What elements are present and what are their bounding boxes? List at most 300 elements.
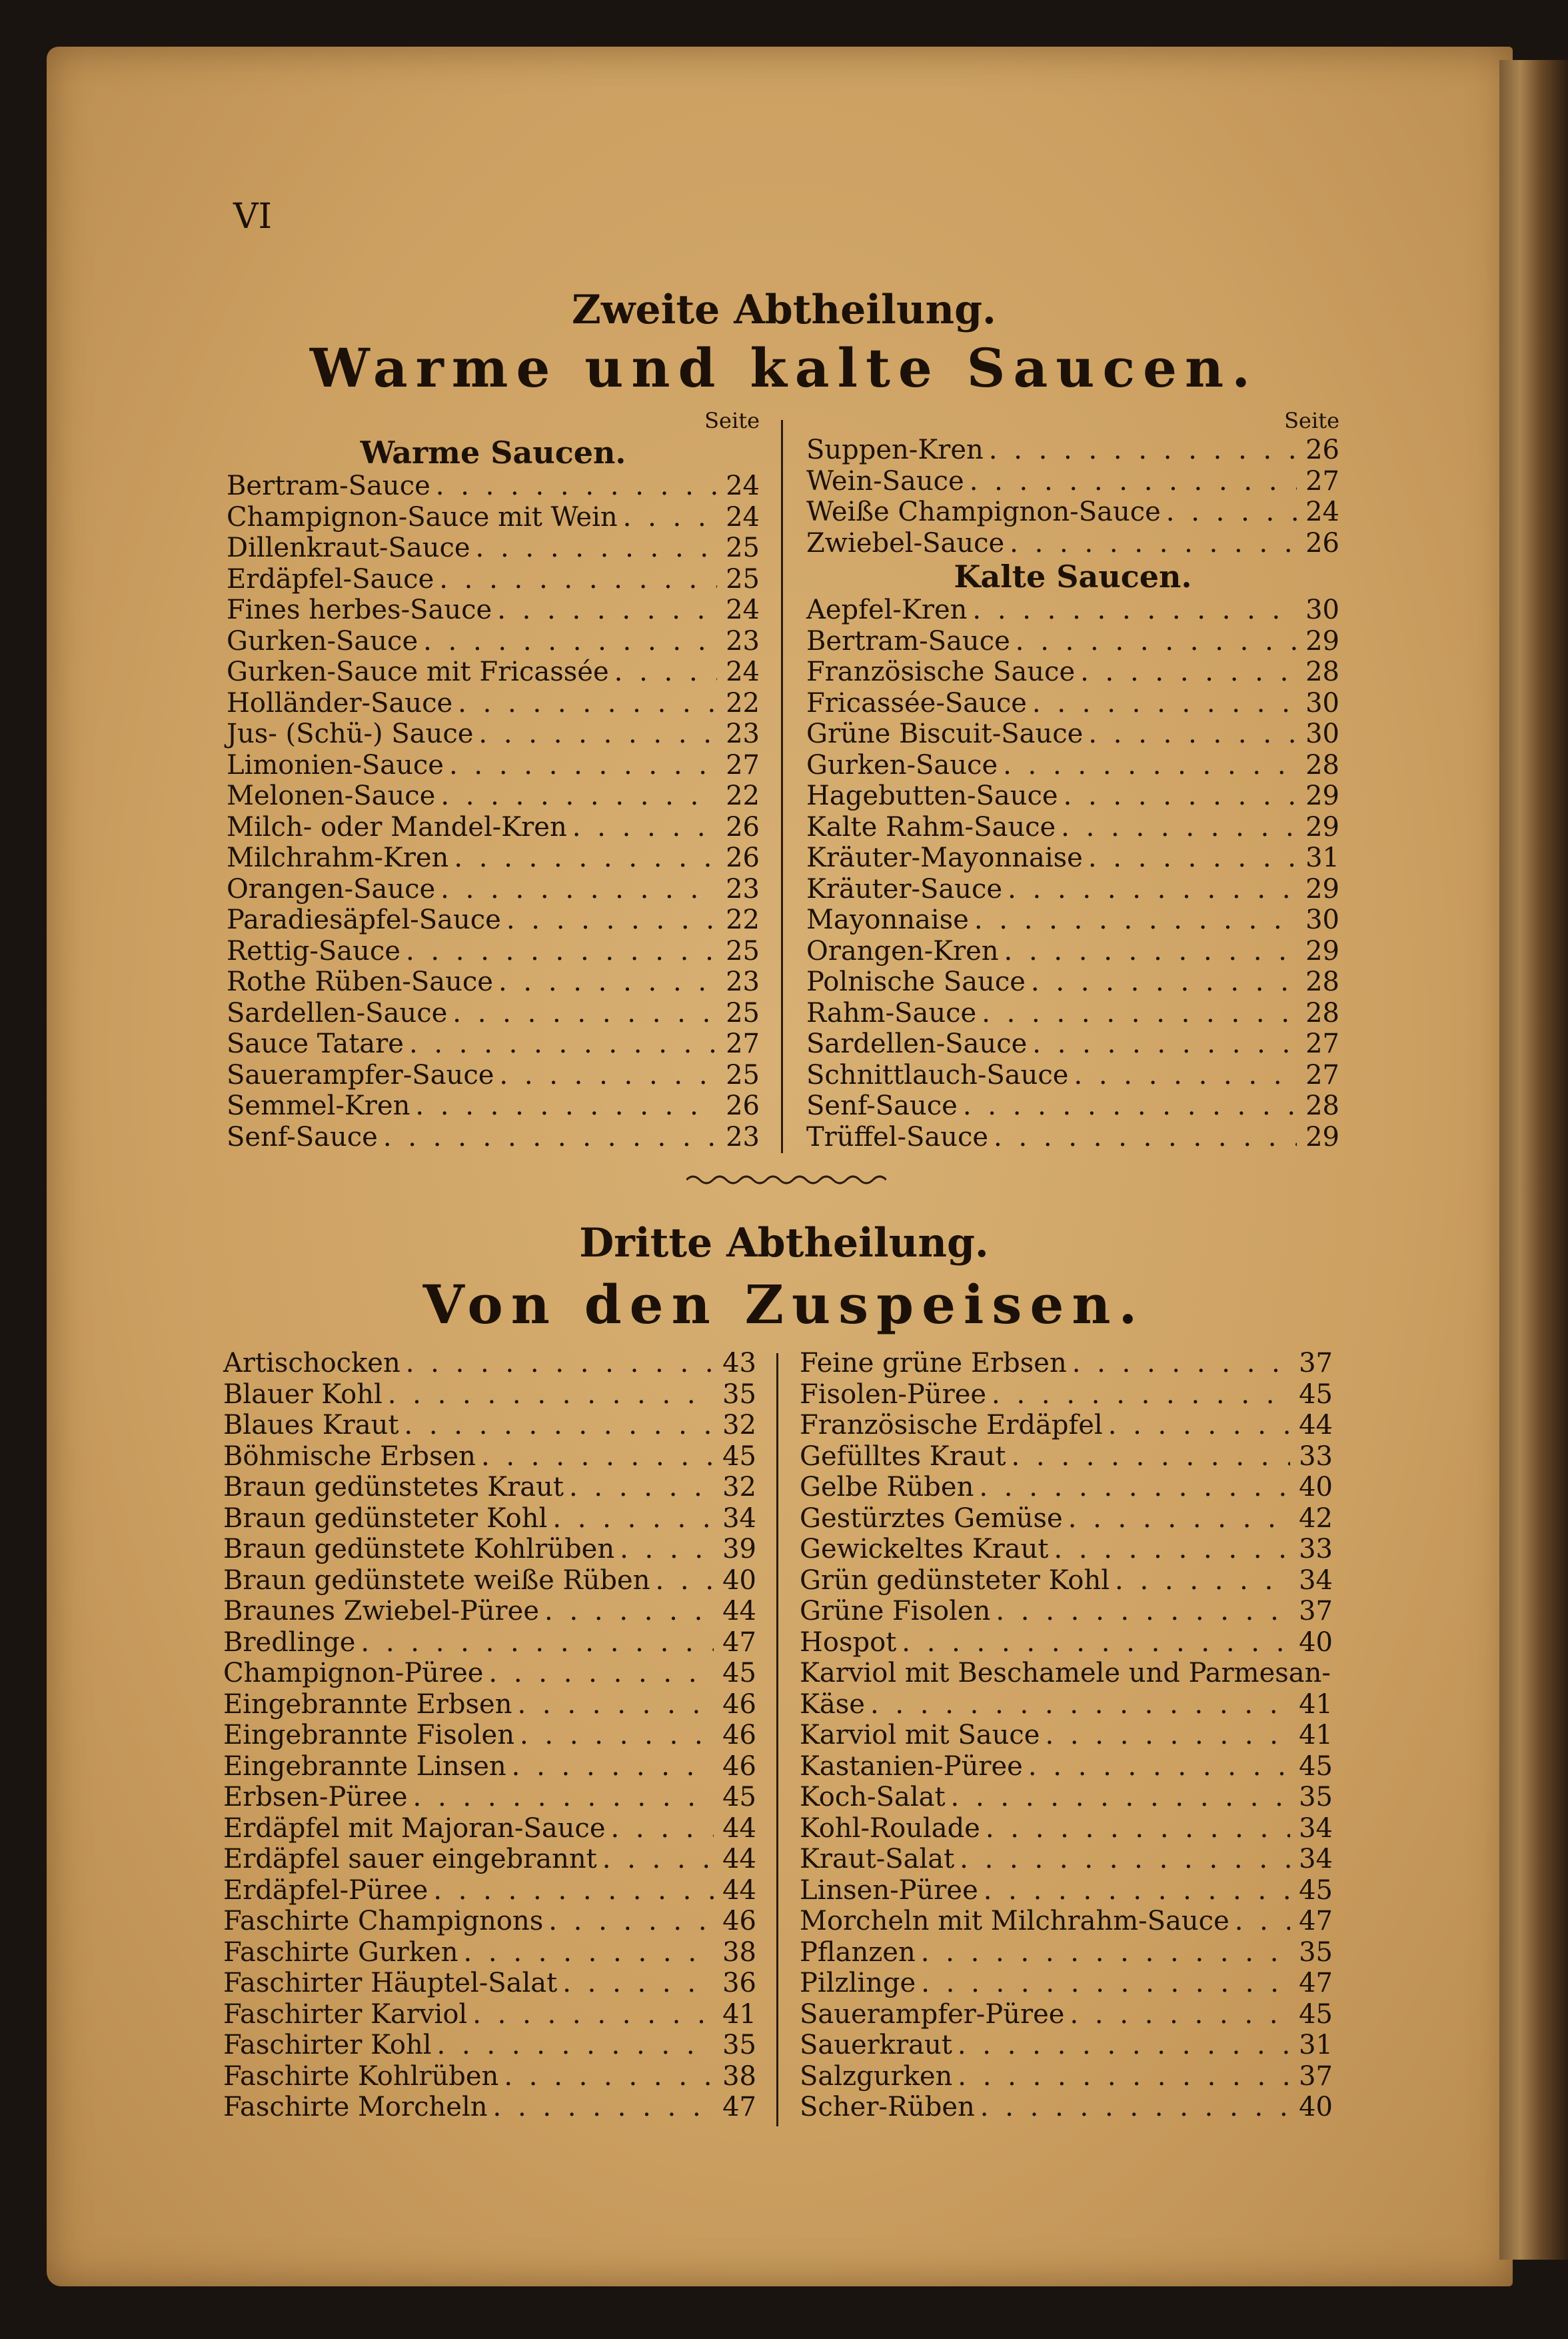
index-entry [227,998,760,1029]
entry-page: 45 [722,1658,756,1688]
index-entry [806,1122,1339,1153]
index-entry [223,1968,756,1999]
entry-page: 32 [722,1410,756,1440]
entry-page: 23 [726,967,760,997]
leader-dots [611,1813,714,1844]
entry-name: Holländer-Sauce [227,687,453,719]
section2-right-column [806,408,1339,1153]
leader-dots [478,719,717,750]
index-entry [227,626,760,657]
index-entry [223,1472,756,1503]
entry-page: 47 [722,1626,756,1658]
leader-dots [437,2030,714,2061]
entry-page: 46 [722,1720,756,1750]
entry-name: Karviol mit Beschamele und Parmesan- [800,1658,1331,1688]
entry-page: 25 [726,1059,760,1091]
index-entry [806,750,1339,781]
section2-subtitle: Warme und kalte Saucen. [309,337,1259,399]
entry-page: 44 [722,1874,756,1906]
leader-dots [548,1906,714,1937]
leader-dots [623,502,717,533]
entry-name: Scher-Rüben [800,2092,975,2122]
index-entry [223,1410,756,1441]
entry-name: Faschirte Gurken [223,1936,458,1968]
index-entry [800,1689,1333,1720]
entry-page: 37 [1299,2060,1333,2092]
entry-page: 45 [1299,1998,1333,2030]
index-entry [800,1844,1333,1875]
entry-name: Braun gedünstete Kohlrüben [223,1534,615,1564]
entry-page: 44 [722,1844,756,1874]
leader-dots [452,998,717,1029]
entry-page: 41 [1299,1688,1333,1720]
entry-page: 23 [726,1121,760,1153]
index-entry [806,874,1339,905]
entry-name: Fines herbes-Sauce [227,595,492,625]
index-entry [806,812,1339,843]
entry-page: 35 [1299,1782,1333,1812]
index-entry [806,998,1339,1029]
leader-dots [1115,1565,1290,1596]
leader-dots [506,905,717,936]
section3-title: Dritte Abtheilung. [579,1220,989,1266]
entry-page: 27 [1305,1059,1339,1091]
entry-name: Faschirter Karviol [223,1998,468,2030]
index-entry [223,1751,756,1782]
entry-page: 46 [722,1750,756,1782]
index-entry [800,1999,1333,2030]
leader-dots [1004,936,1297,967]
entry-name: Milch- oder Mandel-Kren [227,811,567,843]
entry-name: Paradiesäpfel-Sauce [227,905,501,935]
leader-dots [520,1720,714,1751]
leader-dots [921,1968,1290,1999]
leader-dots [458,688,717,719]
index-entry [227,719,760,750]
index-entry [227,781,760,812]
leader-dots [902,1627,1290,1658]
index-entry [227,967,760,998]
entry-name: Mayonnaise [806,905,969,935]
entry-name: Braun gedünstete weiße Rüben [223,1564,650,1596]
leader-dots [463,1937,714,1968]
entry-page: 29 [1305,873,1339,905]
index-entry [227,874,760,905]
index-entry [223,1627,756,1658]
entry-page: 34 [1299,1564,1333,1596]
index-entry [806,688,1339,719]
leader-dots [572,812,717,843]
entry-page: 23 [726,625,760,657]
entry-page: 29 [1305,1121,1339,1153]
leader-dots [1045,1720,1290,1751]
entry-name: Braunes Zwiebel-Püree [223,1596,540,1626]
entry-name: Gelbe Rüben [800,1472,974,1502]
entry-page: 31 [1299,2030,1333,2060]
entry-name: Orangen-Sauce [227,873,436,905]
leader-dots [602,1844,714,1875]
leader-dots [989,435,1297,466]
entry-page: 27 [1305,1029,1339,1059]
leader-dots [404,1410,714,1441]
entry-name: Eingebrannte Linsen [223,1750,506,1782]
entry-name: Pflanzen [800,1936,916,1968]
leader-dots [498,967,717,998]
entry-page: 25 [726,997,760,1029]
index-entry [227,1060,760,1091]
entry-name: Erbsen-Püree [223,1782,408,1812]
entry-name: Gurken-Sauce mit Fricassée [227,657,609,687]
entry-page: 24 [726,595,760,625]
entry-page: 37 [1299,1596,1333,1626]
entry-name: Erdäpfel mit Majoran-Sauce [223,1812,606,1844]
leader-dots [423,626,717,657]
leader-dots [1011,1441,1290,1472]
entry-name: Sauerampfer-Püree [800,1998,1065,2030]
entry-name: Bertram-Sauce [806,625,1010,657]
leader-dots [1072,1348,1290,1379]
leader-dots [512,1751,714,1782]
index-entry [800,1379,1333,1410]
index-entry [223,1534,756,1565]
index-entry [227,843,760,874]
entry-name: Fisolen-Püree [800,1378,987,1410]
entry-page: 25 [726,563,760,595]
index-entry [223,1844,756,1875]
section3-subtitle: Von den Zuspeisen. [422,1273,1146,1336]
column-divider [781,420,783,1153]
entry-name: Braun gedünstetes Kraut [223,1472,564,1502]
index-entry [800,1441,1333,1472]
entry-name: Polnische Sauce [806,967,1026,997]
entry-name: Eingebrannte Erbsen [223,1688,512,1720]
index-entry [800,2061,1333,2092]
entry-page: 22 [726,781,760,811]
leader-dots [1003,750,1297,781]
entry-name: Sauce Tatare [227,1029,404,1059]
entry-page: 43 [722,1348,756,1378]
index-entry [227,905,760,936]
index-entry [800,1906,1333,1937]
entry-page: 25 [726,533,760,563]
index-entry [806,1091,1339,1122]
entry-name: Faschirter Kohl [223,2030,432,2060]
entry-page: 28 [1305,749,1339,781]
entry-page: 29 [1305,781,1339,811]
index-entry [223,1658,756,1689]
entry-page: 26 [726,843,760,873]
entry-name: Hospot [800,1626,897,1658]
entry-page: 46 [722,1688,756,1720]
entry-name: Fricassée-Sauce [806,687,1027,719]
entry-name: Erdäpfel-Püree [223,1874,428,1906]
entry-name: Aepfel-Kren [806,595,968,625]
index-entry [800,1720,1333,1751]
entry-name: Rahm-Sauce [806,997,977,1029]
entry-name: Blauer Kohl [223,1378,383,1410]
leader-dots [1032,688,1297,719]
leader-dots [1031,967,1297,998]
seite-label: Seite [1284,408,1339,433]
index-entry [223,2030,756,2061]
index-entry [227,812,760,843]
entry-name: Grüne Biscuit-Sauce [806,719,1084,749]
leader-dots [992,1379,1290,1410]
entry-name: Gurken-Sauce [806,749,998,781]
leader-dots [1010,528,1297,559]
index-entry [806,1029,1339,1060]
leader-dots [406,936,717,967]
entry-name: Sauerkraut [800,2030,952,2060]
entry-name: Orangen-Kren [806,935,999,967]
leader-dots [979,1472,1290,1503]
index-entry [223,1689,756,1720]
leader-dots [439,564,717,595]
leader-dots [476,533,717,564]
entry-page: 36 [722,1968,756,1998]
leader-dots [1028,1751,1290,1782]
entry-page: 40 [1299,2092,1333,2122]
leader-dots [620,1534,714,1565]
entry-page: 29 [1305,935,1339,967]
index-entry [223,1875,756,1906]
leader-dots [415,1091,717,1122]
entry-page: 34 [722,1502,756,1534]
index-entry [227,471,760,502]
warm-saucen-heading: Warme Saucen. [360,435,626,471]
index-entry [223,2092,756,2123]
leader-dots [958,2061,1290,2092]
entry-name: Kräuter-Sauce [806,873,1003,905]
entry-name: Karviol mit Sauce [800,1720,1040,1750]
entry-name: Böhmische Erbsen [223,1440,476,1472]
entry-page: 45 [722,1440,756,1472]
index-entry [806,936,1339,967]
index-entry [223,1999,756,2030]
entry-name: Französische Sauce [806,657,1076,687]
index-entry [227,502,760,533]
index-entry [800,1410,1333,1441]
index-entry [800,1472,1333,1503]
leader-dots [986,1813,1290,1844]
entry-page: 23 [726,873,760,905]
index-entry [800,2092,1333,2123]
index-entry [223,1379,756,1410]
entry-page: 26 [1305,435,1339,465]
leader-dots [1016,626,1297,657]
entry-name: Kalte Rahm-Sauce [806,811,1056,843]
index-entry [800,1658,1333,1689]
index-entry [806,967,1339,998]
leader-dots [544,1596,714,1627]
entry-name: Gewickeltes Kraut [800,1534,1049,1564]
entry-name: Salzgurken [800,2060,953,2092]
leader-dots [440,781,717,812]
entry-page: 45 [722,1782,756,1812]
index-entry [227,564,760,595]
leader-dots [994,1122,1297,1153]
index-entry [223,2061,756,2092]
index-entry [800,1875,1333,1906]
entry-name: Käse [800,1688,865,1720]
entry-name: Feine grüne Erbsen [800,1348,1067,1378]
entry-page: 47 [722,2092,756,2122]
leader-dots [552,1503,714,1534]
index-entry [223,1441,756,1472]
index-entry [806,435,1339,466]
entry-name: Wein-Sauce [806,465,964,497]
entry-page: 26 [1305,527,1339,559]
entry-name: Blaues Kraut [223,1410,399,1440]
entry-name: Eingebrannte Fisolen [223,1720,514,1750]
index-entry [227,688,760,719]
leader-dots [454,843,717,874]
entry-name: Faschirter Häuptel-Salat [223,1968,558,1998]
leader-dots [361,1627,714,1658]
entry-page: 39 [722,1534,756,1564]
leader-dots [1166,497,1297,528]
leader-dots [517,1689,714,1720]
entry-page: 24 [1305,497,1339,527]
entry-name: Erdäpfel-Sauce [227,563,434,595]
leader-dots [440,874,717,905]
entry-page: 33 [1299,1440,1333,1472]
leader-dots [963,1091,1297,1122]
entry-name: Weiße Champignon-Sauce [806,497,1161,527]
entry-page: 29 [1305,625,1339,657]
entry-name: Schnittlauch-Sauce [806,1059,1069,1091]
index-entry [227,657,760,688]
index-entry [800,1937,1333,1968]
entry-page: 38 [722,2060,756,2092]
seite-label: Seite [704,408,760,433]
leader-dots [383,1122,717,1153]
entry-page: 44 [722,1812,756,1844]
entry-page: 30 [1305,719,1339,749]
leader-dots [436,471,717,502]
entry-page: 27 [1305,465,1339,497]
index-entry [800,1751,1333,1782]
leader-dots [960,1844,1290,1875]
entry-page: 28 [1305,657,1339,687]
entry-page: 27 [726,1029,760,1059]
entry-name: Pilzlinge [800,1968,916,1998]
entry-name: Suppen-Kren [806,435,984,465]
entry-page: 45 [1299,1378,1333,1410]
entry-name: Zwiebel-Sauce [806,527,1005,559]
leader-dots [413,1782,714,1813]
index-entry [806,905,1339,936]
section3-right-column [800,1348,1333,2123]
index-entry [806,843,1339,874]
entry-name: Sardellen-Sauce [806,1029,1028,1059]
index-entry [223,1503,756,1534]
entry-page: 23 [726,719,760,749]
leader-dots [996,1596,1290,1627]
entry-page: 47 [1299,1968,1333,1998]
leader-dots [504,2061,714,2092]
leader-dots [1008,874,1297,905]
index-entry [806,595,1339,626]
entry-page: 30 [1305,687,1339,719]
section3-left-column [223,1348,756,2123]
entry-page: 22 [726,905,760,935]
entry-page: 34 [1299,1812,1333,1844]
entry-name: Semmel-Kren [227,1091,410,1121]
index-entry [223,1782,756,1813]
entry-page: 42 [1299,1502,1333,1534]
entry-page: 28 [1305,967,1339,997]
entry-name: Dillenkraut-Sauce [227,533,470,563]
index-entry [806,781,1339,812]
index-entry [227,750,760,781]
entry-page: 35 [722,1378,756,1410]
entry-page: 28 [1305,1091,1339,1121]
entry-page: 37 [1299,1348,1333,1378]
leader-dots [1070,1999,1290,2030]
entry-page: 40 [1299,1472,1333,1502]
leader-dots [972,595,1297,626]
leader-dots [1064,781,1297,812]
entry-name: Senf-Sauce [806,1091,958,1121]
entry-name: Rothe Rüben-Sauce [227,967,493,997]
index-entry [223,1937,756,1968]
leader-dots [1080,657,1297,688]
entry-name: Kraut-Salat [800,1844,955,1874]
leader-dots [499,1060,717,1091]
entry-name: Erdäpfel sauer eingebrannt [223,1844,597,1874]
page-number: VI [233,197,273,237]
entry-name: Gefülltes Kraut [800,1440,1006,1472]
index-entry [800,1596,1333,1627]
index-entry [223,1348,756,1379]
entry-name: Champignon-Sauce mit Wein [227,501,618,533]
entry-name: Sardellen-Sauce [227,997,448,1029]
index-entry [800,1782,1333,1813]
leader-dots [1068,1503,1290,1534]
index-entry [800,1627,1333,1658]
entry-page: 45 [1299,1750,1333,1782]
entry-name: Kastanien-Püree [800,1750,1023,1782]
index-entry [227,936,760,967]
entry-page: 24 [726,471,760,501]
entry-page: 29 [1305,811,1339,843]
leader-dots [388,1379,714,1410]
leader-dots [1061,812,1297,843]
entry-name: Senf-Sauce [227,1121,378,1153]
leader-dots [481,1441,714,1472]
entry-name: Kräuter-Mayonnaise [806,843,1083,873]
index-entry [800,1503,1333,1534]
leader-dots [1235,1906,1290,1937]
index-entry [227,1029,760,1060]
entry-name: Rettig-Sauce [227,935,400,967]
entry-page: 38 [722,1936,756,1968]
leader-dots [870,1689,1290,1720]
leader-dots [970,466,1297,497]
leader-dots [1108,1410,1290,1441]
entry-name: Champignon-Püree [223,1658,484,1688]
entry-name: Linsen-Püree [800,1874,978,1906]
entry-page: 31 [1305,843,1339,873]
index-entry [227,595,760,626]
leader-dots [1074,1060,1297,1091]
entry-page: 35 [722,2030,756,2060]
leader-dots [614,657,717,688]
entry-name: Braun gedünsteter Kohl [223,1502,548,1534]
entry-name: Grüne Fisolen [800,1596,991,1626]
entry-page: 30 [1305,905,1339,935]
